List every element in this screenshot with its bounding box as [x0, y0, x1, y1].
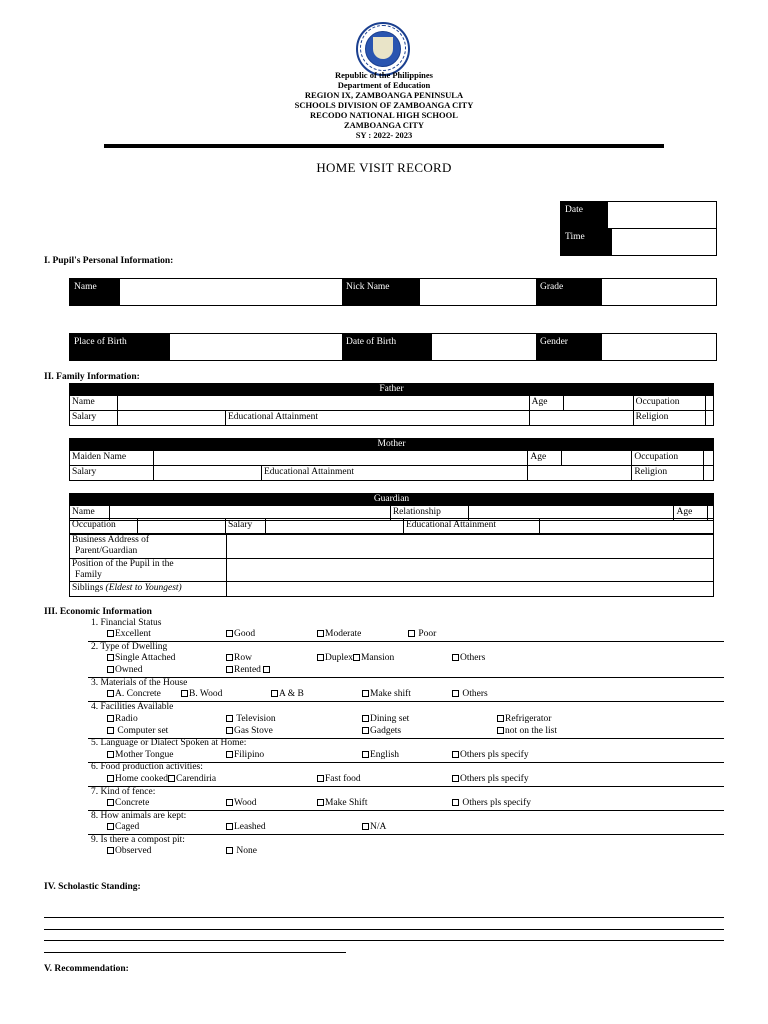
header-line-2: Department of Education: [337, 80, 431, 90]
date-of-birth-field[interactable]: [432, 334, 536, 360]
date-label: Date: [560, 201, 608, 229]
checkbox-icon: [107, 847, 114, 854]
checkbox-icon: [497, 715, 504, 722]
father-salary-field[interactable]: [118, 411, 226, 426]
grade-label: Grade: [536, 279, 602, 305]
q9-opt-none[interactable]: [226, 846, 257, 857]
q2-opt-single[interactable]: [107, 653, 175, 664]
q3-opt-makeshift-label: Make shift: [370, 689, 411, 699]
mother-salary-field[interactable]: [154, 466, 262, 481]
siblings-label: [70, 582, 227, 597]
q5-opt-others[interactable]: [452, 750, 529, 761]
q2-opt-row-label: Row: [234, 653, 252, 663]
q4-opt-computer-label: Computer set: [115, 726, 169, 736]
q4-opt-television-label: Television: [234, 714, 276, 724]
q3-opt-wood[interactable]: [181, 689, 222, 700]
q6-opt-fast-food[interactable]: [317, 774, 361, 785]
checkbox-icon: [263, 666, 270, 673]
q9-opt-observed-label: Observed: [115, 846, 152, 856]
q6-opt-fast-food-label: Fast food: [325, 774, 361, 784]
q3-opt-others-label: Others: [460, 689, 488, 699]
guardian-education-label: Educational Attainment: [404, 519, 540, 534]
q4-opt-radio[interactable]: [107, 714, 138, 725]
checkbox-icon: [317, 775, 324, 782]
q4-opt-not-on-list[interactable]: [497, 726, 557, 737]
q4-opt-gas-stove[interactable]: [226, 726, 273, 737]
guardian-details-table: [69, 534, 714, 597]
q6-opt-carendiria-label: Carendiria: [176, 774, 217, 784]
father-age-label: Age: [529, 396, 563, 411]
q7-opt-makeshift-label: Make Shift: [325, 798, 368, 808]
q2-opt-rented[interactable]: [226, 665, 271, 676]
q5-opt-english[interactable]: [362, 750, 399, 761]
mother-age-label: Age: [528, 451, 562, 466]
writing-line[interactable]: [44, 940, 724, 941]
guardian-salary-label: Salary: [226, 519, 266, 534]
date-of-birth-label: Date of Birth: [342, 334, 432, 360]
q1-opt-good-label: Good: [234, 629, 256, 639]
business-address-label-line-1: Business Address of: [72, 535, 150, 545]
checkbox-icon: [452, 751, 459, 758]
q9-opt-none-label: None: [234, 846, 257, 856]
checkbox-icon: [107, 666, 114, 673]
checkbox-icon: [107, 654, 114, 661]
checkbox-icon: [271, 690, 278, 697]
business-address-field[interactable]: [227, 535, 714, 559]
mother-religion-label: Religion: [632, 466, 704, 481]
checkbox-icon: [452, 799, 459, 806]
header-line-7: SY : 2022- 2023: [355, 130, 413, 140]
name-field[interactable]: [120, 279, 342, 305]
q2-opt-owned-label: Owned: [115, 665, 143, 675]
q3-opt-a-b[interactable]: [271, 689, 304, 700]
checkbox-icon: [107, 823, 114, 830]
q3-opt-others[interactable]: [452, 689, 488, 700]
q5-label: 5. Language or Dialect Spoken at Home:: [91, 738, 247, 748]
checkbox-icon: [317, 630, 324, 637]
writing-line[interactable]: [44, 952, 346, 953]
q3-label: 3. Materials of the House: [91, 678, 188, 688]
nickname-label: Nick Name: [342, 279, 420, 305]
checkbox-icon: [181, 690, 188, 697]
business-address-label: [70, 535, 227, 559]
writing-line[interactable]: [44, 917, 724, 918]
name-label: Name: [70, 279, 120, 305]
q5-opt-filipino[interactable]: [226, 750, 264, 761]
q6-opt-home-cooked-label: Home cooked: [115, 774, 169, 784]
father-table: [69, 383, 714, 426]
checkbox-icon: [226, 654, 233, 661]
q7-opt-others-label: Others pls specify: [460, 798, 531, 808]
checkbox-icon: [497, 727, 504, 734]
q5-opt-english-label: English: [370, 750, 400, 760]
time-label: Time: [560, 228, 612, 256]
checkbox-icon: [226, 823, 233, 830]
q7-label: 7. Kind of fence:: [91, 787, 156, 797]
checkbox-icon: [353, 654, 360, 661]
q6-label: 6. Food production activities:: [91, 762, 203, 772]
checkbox-icon: [362, 715, 369, 722]
q7-opt-makeshift[interactable]: [317, 798, 367, 809]
divider: [88, 786, 724, 787]
father-education-field[interactable]: [529, 411, 633, 426]
q2-opt-others[interactable]: [452, 653, 485, 664]
q8-opt-caged[interactable]: [107, 822, 139, 833]
checkbox-icon: [107, 799, 114, 806]
q1-opt-excellent[interactable]: [107, 629, 151, 640]
checkbox-icon: [107, 715, 114, 722]
q4-opt-refrigerator[interactable]: [497, 714, 551, 725]
q3-opt-wood-label: B. Wood: [189, 689, 223, 699]
header-line-1: Republic of the Philippines: [334, 70, 433, 80]
q2-opt-duplex-label: Duplex: [325, 653, 353, 663]
divider: [88, 701, 724, 702]
mother-religion-field[interactable]: [704, 466, 714, 481]
q4-opt-gadgets[interactable]: [362, 726, 401, 737]
checkbox-icon: [452, 690, 459, 697]
q8-label: 8. How animals are kept:: [91, 811, 187, 821]
grade-field[interactable]: [602, 279, 716, 305]
q1-opt-moderate-label: Moderate: [325, 629, 362, 639]
section5-title: V. Recommendation:: [44, 964, 129, 974]
mother-name-label: Maiden Name: [70, 451, 154, 466]
checkbox-icon: [226, 630, 233, 637]
seal-shield: [373, 37, 393, 59]
q8-opt-na[interactable]: [362, 822, 386, 833]
mother-education-field[interactable]: [528, 466, 632, 481]
q3-opt-concrete-label: A. Concrete: [115, 689, 161, 699]
father-name-field[interactable]: [118, 396, 530, 411]
father-salary-label: Salary: [70, 411, 118, 426]
q8-opt-caged-label: Caged: [115, 822, 140, 832]
q6-opt-home-cooked[interactable]: [107, 774, 216, 785]
q4-opt-refrigerator-label: Refrigerator: [505, 714, 552, 724]
siblings-note: (Eldest to Youngest): [105, 583, 182, 593]
date-field[interactable]: [607, 201, 717, 229]
q1-opt-moderate[interactable]: [317, 629, 361, 640]
q6-opt-others[interactable]: [452, 774, 529, 785]
checkbox-icon: [226, 715, 233, 722]
q4-opt-gadgets-label: Gadgets: [370, 726, 402, 736]
checkbox-icon: [362, 751, 369, 758]
section1-title: I. Pupil's Personal Information:: [44, 256, 174, 266]
q1-opt-excellent-label: Excellent: [115, 629, 151, 639]
q2-opt-single-label: Single Attached: [115, 653, 176, 663]
checkbox-icon: [107, 727, 114, 734]
checkbox-icon: [107, 775, 114, 782]
father-occupation-field[interactable]: [705, 396, 713, 411]
guardian-occupation-label: Occupation: [70, 519, 138, 534]
q3-opt-makeshift[interactable]: [362, 689, 411, 700]
header-line-6: ZAMBOANGA CITY: [343, 120, 425, 130]
deped-seal-logo: [356, 22, 410, 76]
checkbox-icon: [226, 751, 233, 758]
q9-label: 9. Is there a compost pit:: [91, 835, 185, 845]
q2-label: 2. Type of Dwelling: [91, 642, 168, 652]
q4-opt-television[interactable]: [226, 714, 276, 725]
q3-opt-a-b-label: A & B: [279, 689, 304, 699]
q4-opt-gas-stove-label: Gas Stove: [234, 726, 273, 736]
q4-opt-not-on-list-label: not on the list: [505, 726, 557, 736]
q5-opt-others-label: Others pls specify: [460, 750, 529, 760]
q4-opt-dining[interactable]: [362, 714, 409, 725]
guardian-table-row-2: [69, 518, 714, 534]
mother-education-label: Educational Attainment: [262, 466, 528, 481]
header-line-3: REGION IX, ZAMBOANGA PENINSULA: [304, 90, 464, 100]
mother-occupation-field[interactable]: [704, 451, 714, 466]
guardian-name-label: Name: [70, 506, 110, 521]
mother-salary-label: Salary: [70, 466, 154, 481]
position-label: [70, 559, 227, 582]
checkbox-icon: [226, 799, 233, 806]
q5-opt-filipino-label: Filipino: [234, 750, 265, 760]
father-heading: Father: [70, 384, 714, 396]
mother-occupation-label: Occupation: [632, 451, 704, 466]
q9-opt-observed[interactable]: [107, 846, 151, 857]
q7-opt-wood[interactable]: [226, 798, 256, 809]
q1-opt-poor-label: Poor: [416, 629, 437, 639]
q4-opt-computer[interactable]: [107, 726, 168, 737]
gender-label: Gender: [536, 334, 602, 360]
nickname-field[interactable]: [420, 279, 536, 305]
mother-heading: Mother: [70, 439, 714, 451]
writing-line[interactable]: [44, 929, 724, 930]
q6-opt-others-label: Others pls specify: [460, 774, 529, 784]
q2-opt-mansion-label: Mansion: [360, 653, 395, 663]
mother-table: [69, 438, 714, 481]
q4-label: 4. Facilities Available: [91, 702, 174, 712]
checkbox-icon: [226, 847, 233, 854]
mother-age-field[interactable]: [562, 451, 632, 466]
checkbox-icon: [362, 823, 369, 830]
guardian-age-label: Age: [674, 506, 708, 521]
checkbox-icon: [362, 690, 369, 697]
q8-opt-leashed-label: Leashed: [234, 822, 266, 832]
checkbox-icon: [107, 630, 114, 637]
time-field[interactable]: [611, 228, 717, 256]
checkbox-icon: [408, 630, 415, 637]
position-field[interactable]: [227, 559, 714, 582]
header-rule: [104, 144, 664, 148]
father-education-label: Educational Attainment: [226, 411, 530, 426]
header-line-5: RECODO NATIONAL HIGH SCHOOL: [310, 110, 458, 120]
q1-opt-poor[interactable]: [408, 629, 436, 640]
q2-opt-owned[interactable]: [107, 665, 142, 676]
q7-opt-wood-label: Wood: [234, 798, 257, 808]
position-label-line-1: Position of the Pupil in the: [72, 559, 174, 569]
siblings-label-text: Siblings: [72, 583, 104, 593]
checkbox-icon: [362, 727, 369, 734]
section4-title: IV. Scholastic Standing:: [44, 882, 141, 892]
guardian-relationship-label: Relationship: [390, 506, 468, 521]
checkbox-icon: [452, 775, 459, 782]
q8-opt-leashed[interactable]: [226, 822, 266, 833]
page-title: HOME VISIT RECORD: [316, 160, 452, 175]
father-age-field[interactable]: [563, 396, 633, 411]
checkbox-icon: [317, 654, 324, 661]
checkbox-icon: [452, 654, 459, 661]
position-label-line-2: Family: [75, 570, 102, 580]
q5-opt-mother-tongue-label: Mother Tongue: [115, 750, 174, 760]
q7-opt-others[interactable]: [452, 798, 531, 809]
father-name-label: Name: [70, 396, 118, 411]
checkbox-icon: [226, 727, 233, 734]
q2-opt-others-label: Others: [460, 653, 486, 663]
divider: [88, 641, 724, 642]
business-address-label-line-2: Parent/Guardian: [75, 546, 138, 556]
q5-opt-mother-tongue[interactable]: [107, 750, 174, 761]
q1-label: 1. Financial Status: [91, 618, 162, 628]
siblings-field[interactable]: [227, 582, 714, 597]
checkbox-icon: [226, 666, 233, 673]
gender-field[interactable]: [602, 334, 716, 360]
father-occupation-label: Occupation: [633, 396, 705, 411]
checkbox-icon: [107, 751, 114, 758]
guardian-education-field[interactable]: [540, 519, 714, 534]
checkbox-icon: [317, 799, 324, 806]
place-of-birth-field[interactable]: [170, 334, 342, 360]
guardian-table: [69, 493, 714, 521]
checkbox-icon: [168, 775, 175, 782]
q7-opt-concrete-label: Concrete: [115, 798, 150, 808]
q2-opt-duplex[interactable]: [317, 653, 394, 664]
q2-opt-rented-label: Rented: [234, 665, 261, 675]
q7-opt-concrete[interactable]: [107, 798, 149, 809]
guardian-heading: Guardian: [70, 494, 714, 506]
q2-opt-row[interactable]: [226, 653, 252, 664]
q4-opt-dining-label: Dining set: [370, 714, 410, 724]
q1-opt-good[interactable]: [226, 629, 255, 640]
q4-opt-radio-label: Radio: [115, 714, 138, 724]
checkbox-icon: [107, 690, 114, 697]
header-line-4: SCHOOLS DIVISION OF ZAMBOANGA CITY: [294, 100, 474, 110]
place-of-birth-label: Place of Birth: [70, 334, 170, 360]
section2-title: II. Family Information:: [44, 372, 140, 382]
guardian-occupation-field[interactable]: [138, 519, 226, 534]
father-religion-label: Religion: [633, 411, 705, 426]
father-religion-field[interactable]: [705, 411, 713, 426]
section3-title: III. Economic Information: [44, 607, 152, 617]
q8-opt-na-label: N/A: [370, 822, 387, 832]
mother-name-field[interactable]: [154, 451, 528, 466]
q3-opt-concrete[interactable]: [107, 689, 161, 700]
guardian-salary-field[interactable]: [266, 519, 404, 534]
